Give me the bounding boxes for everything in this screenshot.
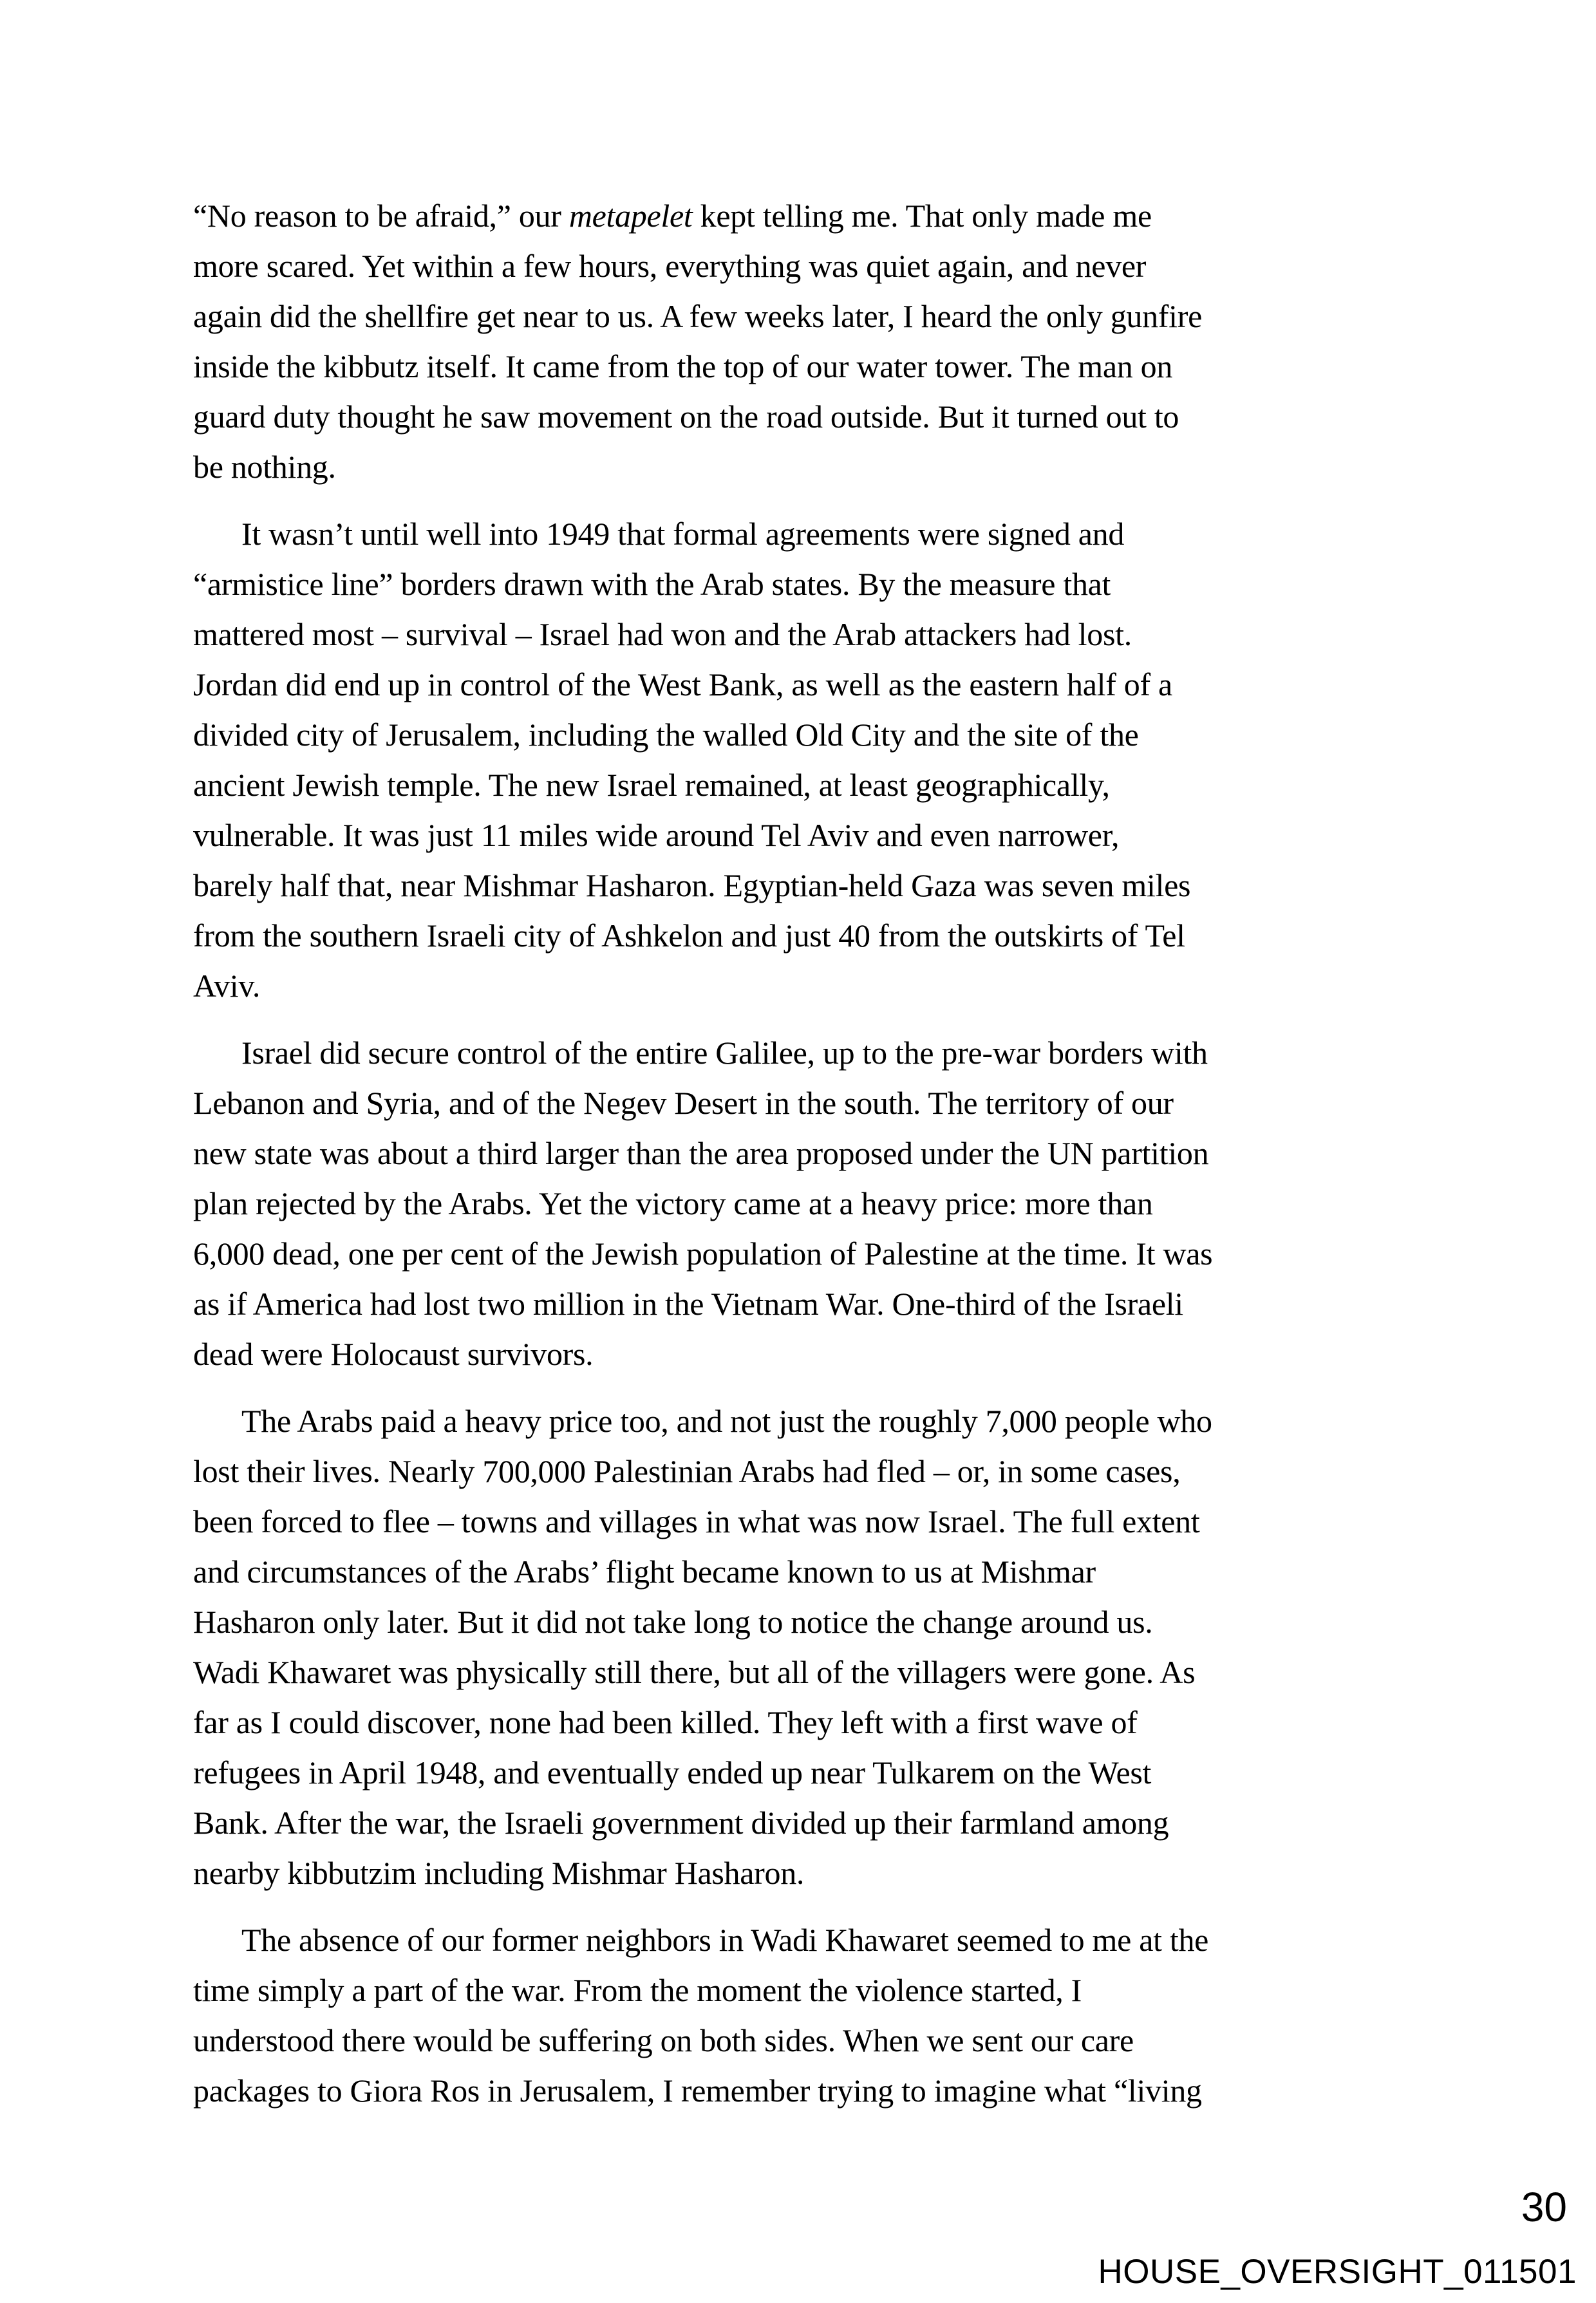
text-line: ancient Jewish temple. The new Israel remained, at least geographically, — [193, 767, 1110, 803]
text-line: Bank. After the war, the Israeli government divided up their farmland among — [193, 1805, 1169, 1841]
text-line: be nothing. — [193, 449, 336, 485]
text-line: barely half that, near Mishmar Hasharon. Egyptian-held Gaza was seven miles — [193, 867, 1191, 903]
text-line: new state was about a third larger than the area proposed under the UN partition — [193, 1135, 1209, 1171]
paragraph — [193, 1915, 1413, 2116]
page-number: 30 — [1521, 2184, 1567, 2230]
text-line: Jordan did end up in control of the West Bank, as well as the eastern half of a — [193, 666, 1172, 702]
text-line: refugees in April 1948, and eventually ended up near Tulkarem on the West — [193, 1754, 1152, 1791]
text-line: Lebanon and Syria, and of the Negev Desert in the south. The territory of our — [193, 1085, 1174, 1121]
text-line: and circumstances of the Arabs’ flight became known to us at Mishmar — [193, 1554, 1096, 1590]
text-line: The absence of our former neighbors in Wadi Khawaret seemed to me at the — [241, 1922, 1209, 1958]
text-line: Aviv. — [193, 968, 261, 1004]
paragraph — [193, 509, 1413, 1011]
text-line: inside the kibbutz itself. It came from the top of our water tower. The man on — [193, 348, 1173, 384]
text-line: Israel did secure control of the entire Galilee, up to the pre-war borders with — [241, 1035, 1208, 1071]
text-line: packages to Giora Ros in Jerusalem, I remember trying to imagine what “living — [193, 2073, 1202, 2109]
text-line: divided city of Jerusalem, including the walled Old City and the site of the — [193, 717, 1139, 753]
text-line: understood there would be suffering on both sides. When we sent our care — [193, 2022, 1134, 2058]
text-line: lost their lives. Nearly 700,000 Palestinian Arabs had fled – or, in some cases, — [193, 1453, 1181, 1489]
text-line: Wadi Khawaret was physically still there, but all of the villagers were gone. As — [193, 1654, 1196, 1690]
text-line: mattered most – survival – Israel had won and the Arab attackers had lost. — [193, 616, 1132, 652]
bates-number: HOUSE_OVERSIGHT_011501 — [1098, 2253, 1577, 2291]
text-line: plan rejected by the Arabs. Yet the victory came at a heavy price: more than — [193, 1185, 1153, 1221]
text-line: again did the shellfire get near to us. A few weeks later, I heard the only gunfire — [193, 298, 1202, 334]
paragraph — [193, 1028, 1413, 1379]
text-line: far as I could discover, none had been killed. They left with a first wave of — [193, 1704, 1138, 1740]
text-line: time simply a part of the war. From the moment the violence started, I — [193, 1972, 1082, 2008]
text-line: dead were Holocaust survivors. — [193, 1336, 594, 1372]
text-line: more scared. Yet within a few hours, everything was quiet again, and never — [193, 248, 1147, 284]
text-line: The Arabs paid a heavy price too, and not just the roughly 7,000 people who — [241, 1403, 1212, 1439]
text-line: “No reason to be afraid,” our metapelet kept telling me. That only made me — [193, 198, 1152, 234]
text-line: nearby kibbutzim including Mishmar Hasharon. — [193, 1855, 805, 1891]
text-line: guard duty thought he saw movement on the road outside. But it turned out to — [193, 399, 1179, 435]
text-line: been forced to flee – towns and villages in what was now Israel. The full extent — [193, 1503, 1200, 1539]
document-body — [193, 191, 1413, 2132]
text-line: “armistice line” borders drawn with the Arab states. By the measure that — [193, 566, 1111, 602]
text-line: from the southern Israeli city of Ashkelon and just 40 from the outskirts of Tel — [193, 917, 1185, 954]
text-line: as if America had lost two million in the Vietnam War. One-third of the Israeli — [193, 1286, 1183, 1322]
text-line: It wasn’t until well into 1949 that formal agreements were signed and — [241, 516, 1125, 552]
paragraph — [193, 1396, 1413, 1898]
text-line: 6,000 dead, one per cent of the Jewish population of Palestine at the time. It was — [193, 1236, 1213, 1272]
text-line: vulnerable. It was just 11 miles wide around Tel Aviv and even narrower, — [193, 817, 1120, 853]
paragraph — [193, 191, 1413, 492]
text-line: Hasharon only later. But it did not take long to notice the change around us. — [193, 1604, 1153, 1640]
